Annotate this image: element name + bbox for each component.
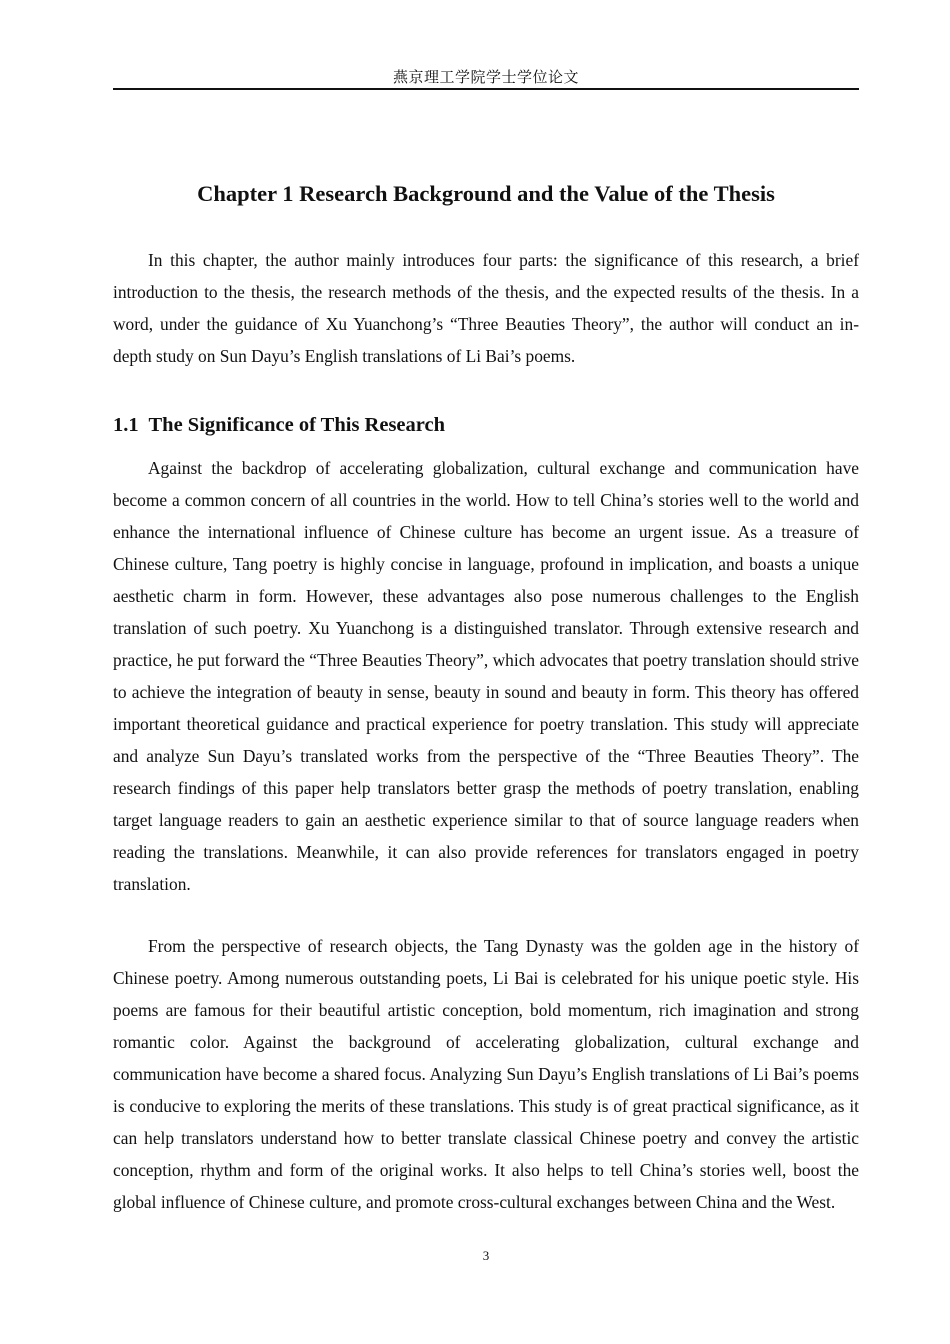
section-title: 1.1 The Significance of This Research <box>113 414 446 436</box>
page-number: 3 <box>482 1248 490 1263</box>
chapter-title: Chapter 1 Research Background and the Value of the Thesis <box>197 181 775 206</box>
section-paragraph-2: From the perspective of research objects, the Tang Dynasty was the golden age in the history of Chinese poetry. Among numerous outstanding poets, Li Bai is celebrated for his unique poetic style. His poems are famous for their beautiful artistic conception, bold momentum, rich imagination and strong romantic color. Against the background of accelerating globalization, cultural exchange and communication have become a shared focus. Analyzing Sun Dayu’s English translations of Li Bai’s poems is conducive to exploring the merits of these translations. This study is of great practical significance, as it can help translators understand how to better translate classical Chinese poetry and convey the artistic conception, rhythm and form of the original works. It also helps to tell China’s stories well, boost the global influence of Chinese culture, and promote cross-cultural exchanges between China and the West. <box>113 936 859 1212</box>
section-paragraph-1: Against the backdrop of accelerating globalization, cultural exchange and communication have become a common concern of all countries in the world. How to tell China’s stories well to the world and enhance the international influence of Chinese culture has become an urgent issue. As a treasure of Chinese culture, Tang poetry is highly concise in language, profound in implication, and boasts a unique aesthetic charm in form. However, these advantages also pose numerous challenges to the English translation of such poetry. Xu Yuanchong is a distinguished translator. Through extensive research and practice, he put forward the “Three Beauties Theory”, which advocates that poetry translation should strive to achieve the integration of beauty in sense, beauty in sound and beauty in form. This theory has offered important theoretical guidance and practical experience for poetry translation. This study will appreciate and analyze Sun Dayu’s translated works from the perspective of the “Three Beauties Theory”. The research findings of this paper help translators better grasp the methods of poetry translation, enabling target language readers to gain an aesthetic experience similar to that of source language readers when reading the translations. Meanwhile, it can also provide references for translators engaged in poetry translation. <box>113 458 859 894</box>
chapter-intro-paragraph: In this chapter, the author mainly introduces four parts: the significance of this research, a brief introduction to the thesis, the research methods of the thesis, and the expected results of the thesis. In a word, under the guidance of Xu Yuanchong’s “Three Beauties Theory”, the author will conduct an in-depth study on Sun Dayu’s English translations of Li Bai’s poems. <box>113 250 859 366</box>
running-header: 燕京理工学院学士学位论文 <box>113 68 859 90</box>
